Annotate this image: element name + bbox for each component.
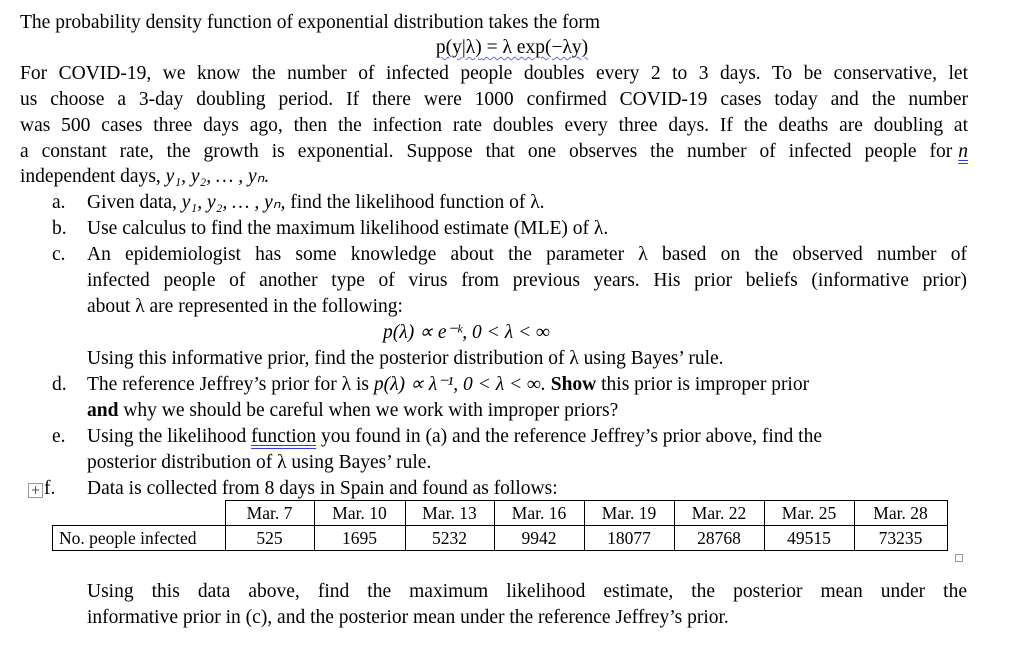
item-d-pre: The reference Jeffrey’s prior for λ is: [87, 374, 374, 395]
n-symbol: n: [958, 141, 968, 162]
item-a-math: y₁, y₂, … , yₙ,: [181, 192, 286, 213]
table-row: [53, 526, 948, 551]
para-line-3: was 500 cases three days ago, then the infection rate doubles every three days. If the deaths are doubling at: [20, 115, 968, 136]
closing-line-2: informative prior in (c), and the posterior mean under the reference Jeffrey’s prior.: [87, 607, 729, 628]
item-c-line-2: infected people of another type of virus from previous years. His prior beliefs (informative prior): [87, 270, 967, 291]
item-d-line-2: [87, 398, 618, 423]
item-f-marker: f.: [44, 478, 56, 499]
para-line-2: us choose a 3-day doubling period. If there were 1000 confirmed COVID-19 cases today and the number: [20, 89, 968, 110]
prior-formula: [383, 320, 550, 345]
table-cell: 28768: [674, 526, 764, 551]
item-e-function-word: function: [251, 426, 317, 447]
item-f-text: Data is collected from 8 days in Spain and found as follows:: [87, 478, 558, 499]
para-line-5-text: independent days,: [20, 166, 166, 187]
table-cell: 5232: [405, 526, 494, 551]
pdf-formula: [0, 35, 1024, 60]
data-sequence: y₁, y₂, … , yₙ.: [165, 166, 270, 187]
table-cell: 525: [225, 526, 314, 551]
table-resize-handle[interactable]: [955, 554, 963, 562]
item-b-text: Use calculus to find the maximum likelihood estimate (MLE) of λ.: [87, 218, 609, 239]
move-handle-icon[interactable]: +: [28, 483, 43, 498]
table-header-cell: Mar. 7: [225, 501, 314, 526]
formula-lhs: p(y|λ): [435, 37, 482, 58]
table-header-cell: Mar. 16: [494, 501, 584, 526]
item-c-after: Using this informative prior, find the posterior distribution of λ using Bayes’ rule.: [87, 348, 724, 369]
table-row-label: No. people infected: [53, 526, 226, 551]
item-d-bold-show: Show: [545, 374, 597, 395]
item-a-text: [87, 190, 545, 215]
table-header-cell: Mar. 28: [854, 501, 947, 526]
item-c-line-3: about λ are represented in the following:: [87, 296, 403, 317]
formula-rhs: = λ exp(−λy): [481, 37, 589, 58]
table-cell: 18077: [584, 526, 674, 551]
closing-line-1: Using this data above, find the maximum likelihood estimate, the posterior mean under the: [87, 581, 967, 602]
data-table: [52, 500, 948, 551]
table-header-cell: Mar. 19: [584, 501, 674, 526]
item-d-math: p(λ) ∝ λ⁻¹, 0 < λ < ∞.: [373, 374, 546, 395]
item-a-marker: a.: [52, 192, 66, 213]
item-d-post: why we should be careful when we work with improper priors?: [118, 400, 619, 421]
item-d-line-1: [87, 372, 809, 397]
item-e-line-2: posterior distribution of λ using Bayes’ rule.: [87, 452, 432, 473]
item-e-line-1: [87, 424, 822, 449]
item-d-mid: this prior is improper prior: [596, 374, 810, 395]
item-e-post: you found in (a) and the reference Jeffrey’s prior above, find the: [316, 426, 823, 447]
para-line-4: [20, 139, 968, 164]
item-c-line-1: An epidemiologist has some knowledge about the parameter λ based on the observed number of: [87, 244, 967, 265]
table-cell: 9942: [494, 526, 584, 551]
table-cell: 49515: [764, 526, 854, 551]
table-header-cell: Mar. 25: [764, 501, 854, 526]
table-cell: 73235: [854, 526, 947, 551]
item-e-marker: e.: [52, 426, 66, 447]
para-line-4-text: a constant rate, the growth is exponential. Suppose that one observes the number of infected people for: [20, 141, 953, 162]
item-c-marker: c.: [52, 244, 66, 265]
item-a-post: find the likelihood function of λ.: [285, 192, 545, 213]
table-header-cell: Mar. 22: [674, 501, 764, 526]
table-header-row: [53, 501, 948, 526]
table-header-cell: Mar. 10: [314, 501, 405, 526]
prior-formula-text: p(λ) ∝ e⁻ᵏ, 0 < λ < ∞: [383, 322, 550, 343]
table-corner-cell: [53, 501, 226, 526]
table-header-cell: Mar. 13: [405, 501, 494, 526]
item-d-marker: d.: [52, 374, 67, 395]
table-cell: 1695: [314, 526, 405, 551]
item-b-marker: b.: [52, 218, 67, 239]
para-line-1: For COVID-19, we know the number of infected people doubles every 2 to 3 days. To be conservative, let: [20, 63, 968, 84]
item-e-pre: Using the likelihood: [87, 426, 252, 447]
item-a-pre: Given data,: [87, 192, 182, 213]
para-line-5: [20, 164, 269, 189]
item-d-bold-and: and: [87, 400, 119, 421]
intro-text: The probability density function of exponential distribution takes the form: [20, 12, 601, 33]
